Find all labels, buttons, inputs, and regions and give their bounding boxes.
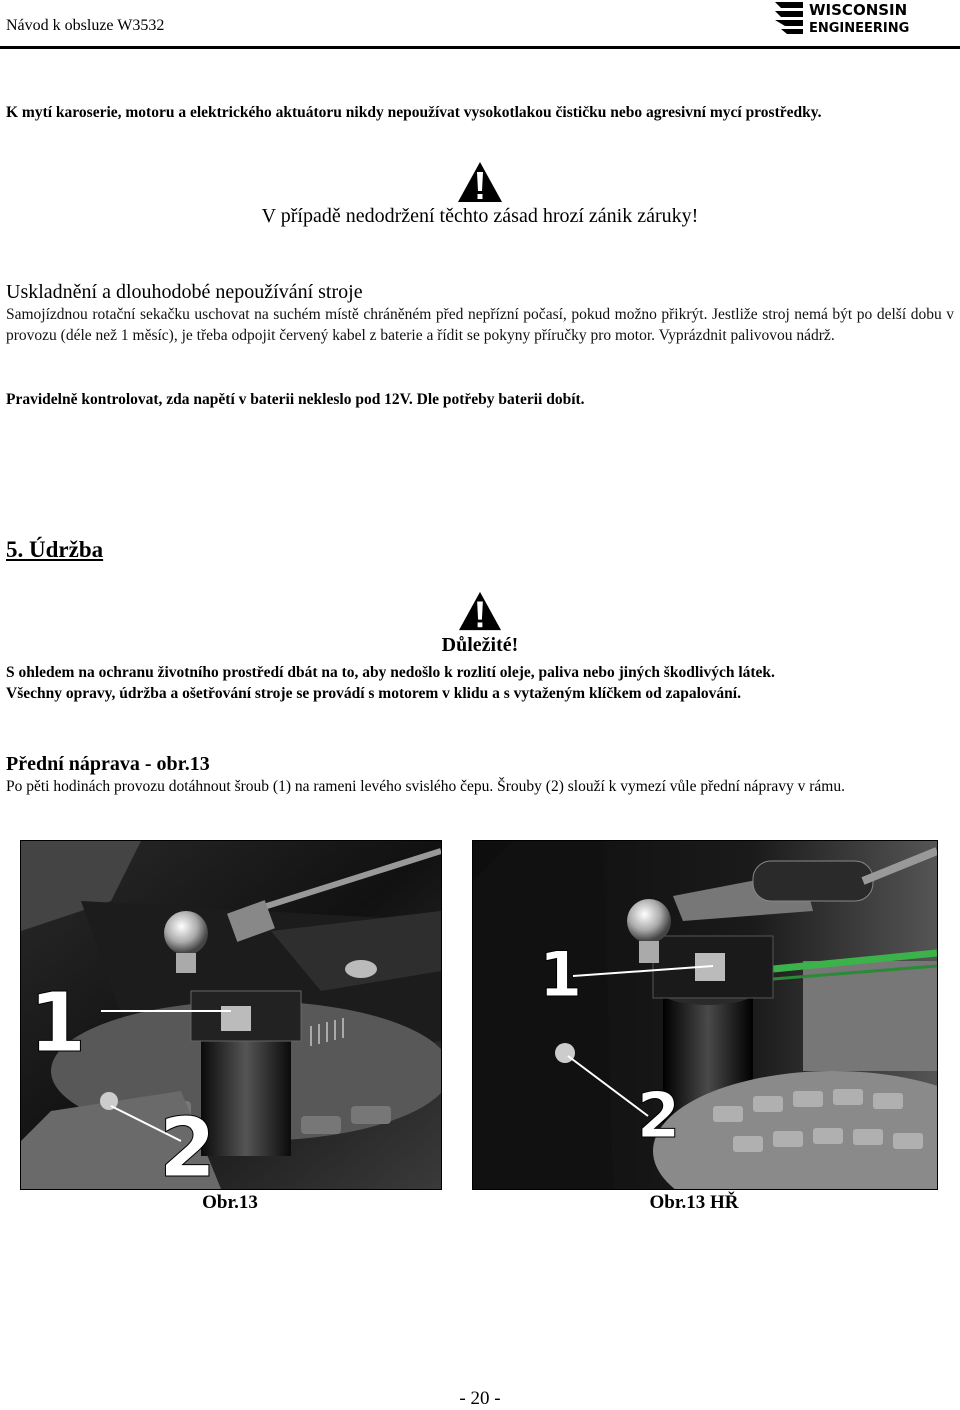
battery-note: Pravidelně kontrolovat, zda napětí v baterii nekleslo pod 12V. Dle potřeby baterii dobít. xyxy=(6,391,585,408)
warranty-warning: V případě nedodržení těchto zásad hrozí zánik záruky! xyxy=(261,205,699,227)
figure-caption: Obr.13 HŘ xyxy=(649,1192,739,1213)
important-label: Důležité! xyxy=(441,634,519,656)
photo-front-axle-hr xyxy=(472,840,938,1190)
callout-label-1: 1 xyxy=(539,938,583,1011)
logo-text-engineering: ENGINEERING xyxy=(809,21,910,36)
front-axle-heading: Přední náprava - obr.13 xyxy=(6,753,210,775)
environment-note xyxy=(6,662,954,704)
safety-line: Všechny opravy, údržba a ošetřování stroje se provádí s motorem v klidu a s vytaženým klíčkem od zapalování. xyxy=(6,685,741,702)
front-axle-body: Po pěti hodinách provozu dotáhnout šroub (1) na rameni levého svislého čepu. Šrouby (2) slouží k vymezí vůle přední nápravy v rámu. xyxy=(6,778,845,795)
document-title: Návod k obsluze W3532 xyxy=(6,17,165,34)
photo-front-axle xyxy=(20,840,442,1190)
washing-warning-text: K mytí karoserie, motoru a elektrického aktuátoru nikdy nepoužívat vysokotlakou čističku nebo agresivní mycí prostředky. xyxy=(6,104,822,121)
warning-triangle-icon xyxy=(456,160,504,204)
logo-text-wisconsin: WISCONSIN xyxy=(809,1,908,19)
maintenance-heading: 5. Údržba xyxy=(6,537,104,562)
storage-heading: Uskladnění a dlouhodobé nepoužívání stroje xyxy=(6,281,363,303)
page-number: - 20 - xyxy=(459,1388,501,1409)
callout-label-1: 1 xyxy=(29,976,87,1071)
warning-triangle-icon xyxy=(456,590,504,632)
callout-label-2: 2 xyxy=(159,1101,217,1189)
figure-caption: Obr.13 xyxy=(202,1192,258,1213)
header-divider xyxy=(0,46,960,49)
storage-body: Samojízdnou rotační sekačku uschovat na suchém místě chráněném před nepřízní počasí, pokud možno přikrýt. Jestliže stroj nemá být po delší dobu v provozu (déle než 1 měsíc), je třeba odpojit červený kabel z baterie a řídit se pokyny příručky pro motor. Vyprázdnit palivovou nádrž. xyxy=(6,306,954,344)
environment-line: S ohledem na ochranu životního prostředí dbát na to, aby nedošlo k rozlití oleje, paliva nebo jiných škodlivých látek. xyxy=(6,664,775,681)
wisconsin-engineering-logo xyxy=(773,0,923,36)
callout-label-2: 2 xyxy=(637,1079,681,1152)
